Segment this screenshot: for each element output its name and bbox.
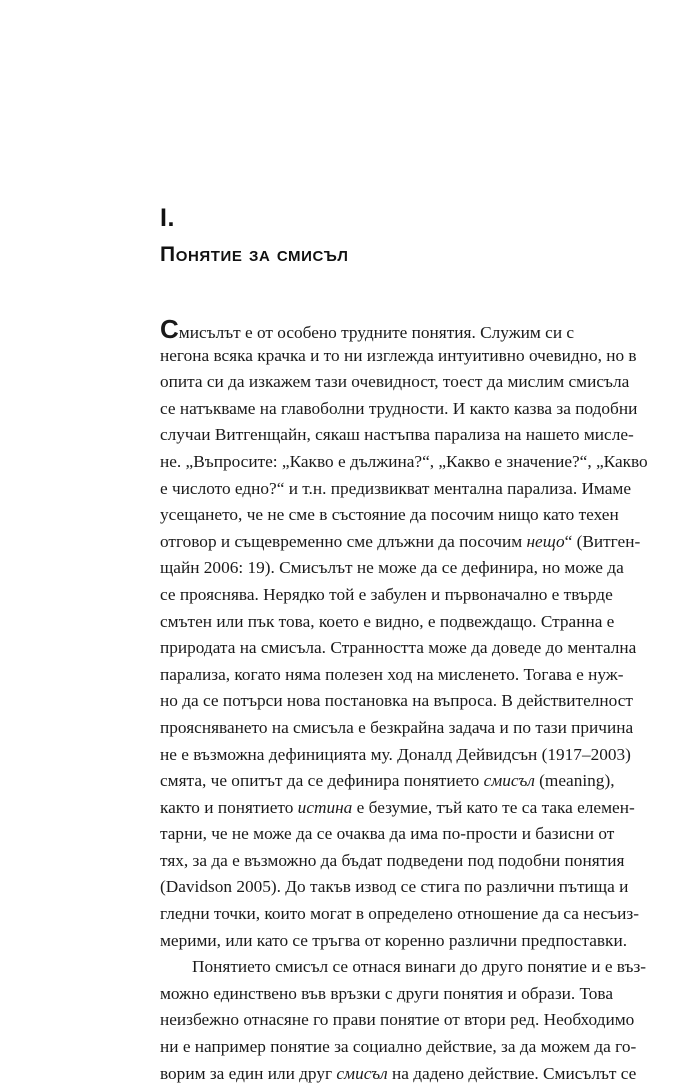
text-line: негона всяка крачка и то ни изглежда интуитивно очевидно, но в (160, 345, 637, 365)
text-line: парализа, когато няма полезен ход на мисленето. Тогава е нуж- (160, 664, 624, 684)
text-line: природата на смисъла. Странността може да доведе до ментална (160, 638, 637, 658)
text-line: не е възможна дефиницията му. Доналд Дейвидсън (1917–2003) (160, 744, 631, 764)
text-line: случаи Витгенщайн, сякаш настъпва парализа на нашето мисле- (160, 425, 634, 445)
italic-term: нещо (526, 531, 565, 551)
text-line: можно единствено във връзки с други понятия и образи. Това (160, 983, 614, 1003)
chapter-title: Понятие за смисъл (160, 243, 349, 266)
italic-term: истина (297, 797, 353, 817)
text-segment: на дадено действие. Смисълът се (387, 1063, 637, 1083)
text-line: тарни, че не може да се очаква да има по-прости и базисни от (160, 824, 615, 844)
chapter-heading (160, 202, 349, 270)
text-line: усещането, че не сме в състояние да посочим нищо като техен (160, 505, 619, 525)
text-line: не. „Въпросите: „Какво е дължина?“, „Какво е значение?“, „Какво (160, 451, 648, 471)
paragraph-2 (160, 954, 647, 1087)
italic-term: смисъл (483, 771, 535, 791)
text-segment: е безумие, тъй като те са така елемен- (352, 797, 635, 817)
text-line: Понятието смисъл се отнася винаги до друго понятие и е въз- (192, 957, 647, 977)
body-text (160, 314, 648, 1087)
text-line (160, 795, 635, 822)
text-line: но да се потърси нова постановка на въпроса. В действителност (160, 691, 633, 711)
text-line: се прояснява. Нерядко той е забулен и първоначално е твърде (160, 584, 613, 604)
text-line: проясняването на смисъла е безкрайна задача и по тази причина (160, 717, 634, 737)
text-line: се натъкваме на главоболни трудности. И както казва за подобни (160, 398, 638, 418)
text-line (160, 529, 641, 556)
text-line: тях, за да е възможно да бъдат подведени под подобни понятия (160, 850, 625, 870)
text-line (160, 314, 575, 344)
text-line: ни е например понятие за социално действие, за да можем да го- (160, 1037, 637, 1057)
text-segment: смята, че опитът да се дефинира понятието (160, 771, 484, 791)
text-segment: ворим за един или друг (160, 1063, 337, 1083)
text-line (160, 1061, 637, 1087)
text-line (160, 768, 615, 795)
text-segment: “ (Витген- (564, 531, 641, 551)
drop-cap: С (160, 314, 179, 344)
text-line: (Davidson 2005). До такъв извод се стига по различни пътища и (160, 877, 629, 897)
text-line: е числото едно?“ и т.н. предизвикват ментална парализа. Имаме (160, 478, 632, 498)
text-segment: мисълът е от особено трудните понятия. Служим си с (178, 323, 575, 342)
text-line: опита си да изкажем тази очевидност, тоест да мислим смисъла (160, 372, 630, 392)
chapter-number: I. (160, 204, 175, 232)
text-segment: както и понятието (160, 797, 298, 817)
paragraph-1 (160, 314, 648, 954)
text-line: гледни точки, които могат в определено отношение да са несъиз- (160, 904, 640, 924)
text-line: смътен или пък това, което е видно, е подвеждащо. Странна е (160, 611, 615, 631)
text-segment: (meaning), (534, 771, 615, 791)
text-line: мерими, или като се тръгва от коренно различни предпоставки. (160, 930, 628, 950)
text-line: неизбежно отнасяне го прави понятие от втори ред. Необходимо (160, 1010, 635, 1030)
text-segment: отговор и същевременно сме длъжни да посочим (160, 531, 527, 551)
text-line: щайн 2006: 19). Смисълът не може да се дефинира, но може да (160, 558, 624, 578)
italic-term: смисъл (336, 1063, 388, 1083)
